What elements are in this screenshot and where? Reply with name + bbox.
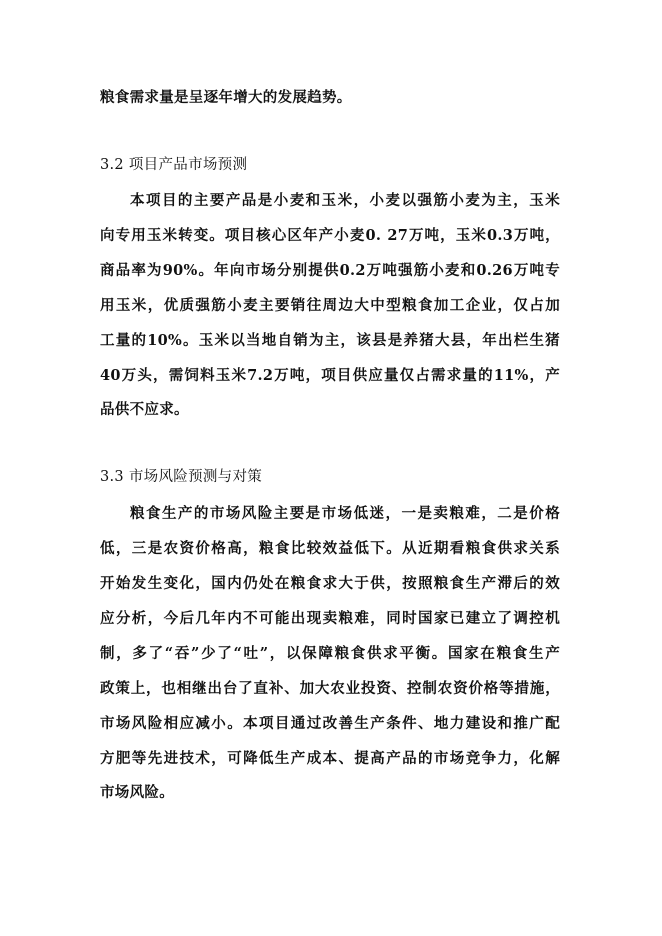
section-3-2-line-6: 40万头，需饲料玉米7.2万吨，项目供应量仅占需求量的11%，产 bbox=[100, 367, 560, 384]
section-3-3-line-8: 方肥等先进技术，可降低生产成本、提高产品的市场竞争力，化解 bbox=[100, 750, 560, 767]
section-3-2-line-3: 商品率为90%。年向市场分别提供0.2万吨强筋小麦和0.26万吨专 bbox=[100, 262, 560, 279]
section-3-3-heading: 3.3 市场风险预测与对策 bbox=[100, 469, 263, 485]
section-3-3-line-6: 政策上，也相继出台了直补、加大农业投资、控制农资价格等措施， bbox=[100, 680, 560, 697]
section-3-2-line-5: 工量的10%。玉米以当地自销为主，该县是养猪大县，年出栏生猪 bbox=[100, 332, 560, 349]
section-3-3-line-2: 低，三是农资价格高，粮食比较效益低下。从近期看粮食供求关系 bbox=[100, 540, 560, 557]
section-3-3-line-4: 应分析，今后几年内不可能出现卖粮难，同时国家已建立了调控机 bbox=[100, 610, 560, 627]
section-3-3-line-1: 粮食生产的市场风险主要是市场低迷，一是卖粮难，二是价格 bbox=[130, 505, 560, 522]
section-3-2-line-7: 品供不应求。 bbox=[100, 401, 189, 418]
section-3-2-line-1: 本项目的主要产品是小麦和玉米，小麦以强筋小麦为主，玉米 bbox=[130, 192, 560, 209]
section-3-3-line-9: 市场风险。 bbox=[100, 784, 174, 801]
section-3-2-line-2: 向专用玉米转变。项目核心区年产小麦0. 27万吨，玉米0.3万吨， bbox=[100, 227, 560, 244]
section-3-3-line-5: 制，多了“吞”少了“吐”，以保障粮食供求平衡。国家在粮食生产 bbox=[100, 645, 560, 662]
section-3-3-line-7: 市场风险相应减小。本项目通过改善生产条件、地力建设和推广配 bbox=[100, 715, 560, 732]
section-3-2-line-4: 用玉米，优质强筋小麦主要销往周边大中型粮食加工企业，仅占加 bbox=[100, 297, 560, 314]
section-3-3-line-3: 开始发生变化，国内仍处在粮食求大于供，按照粮食生产滞后的效 bbox=[100, 575, 560, 592]
intro-ending-line: 粮食需求量是呈逐年增大的发展趋势。 bbox=[100, 89, 352, 106]
section-3-2-heading: 3.2 项目产品市场预测 bbox=[100, 157, 248, 173]
